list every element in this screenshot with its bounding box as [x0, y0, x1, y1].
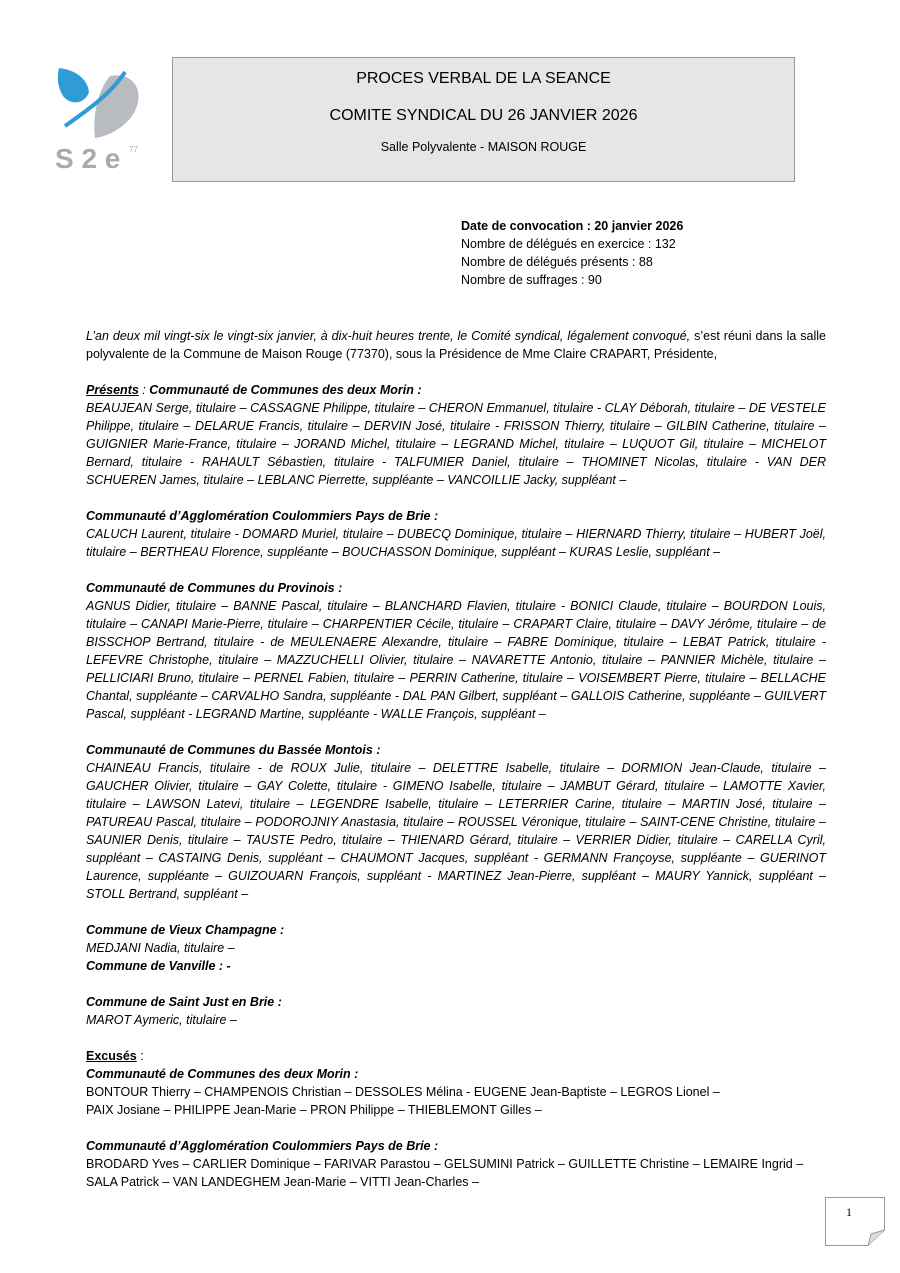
presents-heading: Présents : Communauté de Communes des deux Morin :	[86, 383, 422, 397]
page-corner-icon	[825, 1197, 885, 1246]
delegates-present: Nombre de délégués présents : 88	[461, 255, 653, 269]
page-number: 1	[846, 1205, 852, 1219]
group-title-coulommiers: Communauté d’Agglomération Coulommiers Pays de Brie :	[86, 509, 439, 523]
s2e77-logo	[55, 64, 145, 176]
title-line-2: COMITE SYNDICAL DU 26 JANVIER 2026	[329, 107, 638, 124]
title-box	[172, 57, 795, 182]
votes-count: Nombre de suffrages : 90	[461, 273, 602, 287]
group-title-vanville: Commune de Vanville : -	[86, 959, 231, 973]
meeting-info	[461, 217, 683, 289]
excuses-deux-morin-line1: BONTOUR Thierry – CHAMPENOIS Christian – DESSOLES Mélina - EUGENE Jean-Baptiste – LEGROS Lionel –	[86, 1085, 720, 1099]
delegates-in-office: Nombre de délégués en exercice : 132	[461, 237, 676, 251]
svg-text:77: 77	[129, 145, 138, 154]
svg-text:S 2 e: S 2 e	[55, 143, 121, 174]
members-saint-just: MAROT Aymeric, titulaire –	[86, 1013, 237, 1027]
title-line-1: PROCES VERBAL DE LA SEANCE	[356, 70, 611, 87]
members-vieux-champagne: MEDJANI Nadia, titulaire –	[86, 941, 235, 955]
intro-paragraph: L’an deux mil vingt-six le vingt-six janvier, à dix-huit heures trente, le Comité syndical, légalement convoqué, s’est réuni dans la salle polyvalente de la Commune de Maison Rouge (77370), sous la Présidence de Mme Claire CRAPART, Présidente,	[86, 329, 827, 361]
members-bassee-montois: CHAINEAU Francis, titulaire - de ROUX Julie, titulaire – DELETTRE Isabelle, titulaire – DORMION Jean-Claude, titulaire – GAUCHER Olivier, titulaire – GAY Colette, titulaire - GIMENO Isabelle, titulaire – JAMBUT Gérard, titulaire – LAMOTTE Xavier, titulaire – LAWSON Latevi, titulaire – LEGENDRE Isabelle, titulaire – LETERRIER Carine, titulaire – MARTIN José, titulaire – PATUREAU Pascal, titulaire – PODOROJNIY Anastasia, titulaire – ROUSSEL Véronique, titulaire – SAINT-CENE Christine, titulaire – SAUNIER Denis, titulaire – TAUSTE Pedro, titulaire – THIENARD Gérard, titulaire – VERRIER Didier, titulaire – CARELLA Cyril, suppléant – CASTAING Denis, suppléant – CHAUMONT Jacques, suppléant - GERMANN Françoyse, suppléante – GUERINOT Laurence, suppléante – GUIZOUARN François, suppléant - MARTINEZ Jean-Pierre, suppléant – MAURY Yannick, suppléant – STOLL Bertrand, suppléant –	[86, 761, 826, 901]
excuses-title-coulommiers: Communauté d’Agglomération Coulommiers Pays de Brie :	[86, 1139, 439, 1153]
members-coulommiers: CALUCH Laurent, titulaire - DOMARD Muriel, titulaire – DUBECQ Dominique, titulaire – HIERNARD Thierry, titulaire – HUBERT Joël, titulaire – BERTHEAU Florence, suppléante – BOUCHASSON Dominique, suppléant – KURAS Leslie, suppléant –	[86, 527, 826, 559]
excuses-title-deux-morin: Communauté de Communes des deux Morin :	[86, 1067, 359, 1081]
group-title-provinois: Communauté de Communes du Provinois :	[86, 581, 343, 595]
members-deux-morin: BEAUJEAN Serge, titulaire – CASSAGNE Philippe, titulaire – CHERON Emmanuel, titulaire - CLAY Déborah, titulaire – DE VESTELE Philippe, titulaire – DELARUE Francis, titulaire – DERVIN José, titulaire - FRISSON Thierry, titulaire – GILBIN Catherine, titulaire – GUIGNIER Marie-France, titulaire – JORAND Michel, titulaire – LEGRAND Michel, titulaire – LUQUOT Gil, titulaire – MICHELOT Bernard, titulaire - RAHAULT Sébastien, titulaire - TALFUMIER Daniel, titulaire – THOMINET Nicolas, titulaire - VAN DER SCHUEREN James, titulaire – LEBLANC Pierrette, suppléante – VANCOILLIE Jacky, suppléant –	[86, 401, 826, 487]
group-title-bassee-montois: Communauté de Communes du Bassée Montois :	[86, 743, 381, 757]
group-title-vieux-champagne: Commune de Vieux Champagne :	[86, 923, 285, 937]
convocation-date: Date de convocation : 20 janvier 2026	[461, 219, 684, 233]
excuses-deux-morin-line2: PAIX Josiane – PHILIPPE Jean-Marie – PRON Philippe – THIEBLEMONT Gilles –	[86, 1103, 542, 1117]
excuses-heading: Excusés :	[86, 1049, 144, 1063]
meeting-location: Salle Polyvalente - MAISON ROUGE	[380, 140, 587, 154]
excuses-coulommiers-line2: SALA Patrick – VAN LANDEGHEM Jean-Marie – VITTI Jean-Charles –	[86, 1175, 479, 1189]
minutes-body	[86, 327, 826, 1191]
members-provinois: AGNUS Didier, titulaire – BANNE Pascal, titulaire – BLANCHARD Flavien, titulaire - BONICI Claude, titulaire – BOURDON Louis, titulaire – CANAPI Marie-Pierre, titulaire – CHARPENTIER Cécile, titulaire – CRAPART Claire, titulaire – DAVY Jérôme, titulaire – de BISSCHOP Bertrand, titulaire - de MEULENAERE Alexandre, titulaire – FABRE Dominique, titulaire – LEBAT Patrick, titulaire - LEFEVRE Christophe, titulaire – MAZZUCHELLI Olivier, titulaire – NAVARETTE Antonio, titulaire – PANNIER Michèle, titulaire – PELLICIARI Bruno, titulaire – PERNEL Fabien, titulaire – PERRIN Catherine, titulaire – VOISEMBERT Pierre, titulaire – BELLACHE Chantal, suppléante – CARVALHO Sandra, suppléante - DAL PAN Gilbert, suppléant – GALLOIS Catherine, suppléante – GUILVERT Pascal, suppléant - LEGRAND Martine, suppléante - WALLE François, suppléant –	[86, 599, 826, 721]
excuses-coulommiers-line1: BRODARD Yves – CARLIER Dominique – FARIVAR Parastou – GELSUMINI Patrick – GUILLETTE Christine – LEMAIRE Ingrid –	[86, 1157, 804, 1171]
group-title-saint-just: Commune de Saint Just en Brie :	[86, 995, 282, 1009]
logo-leaf-blue	[58, 68, 89, 102]
